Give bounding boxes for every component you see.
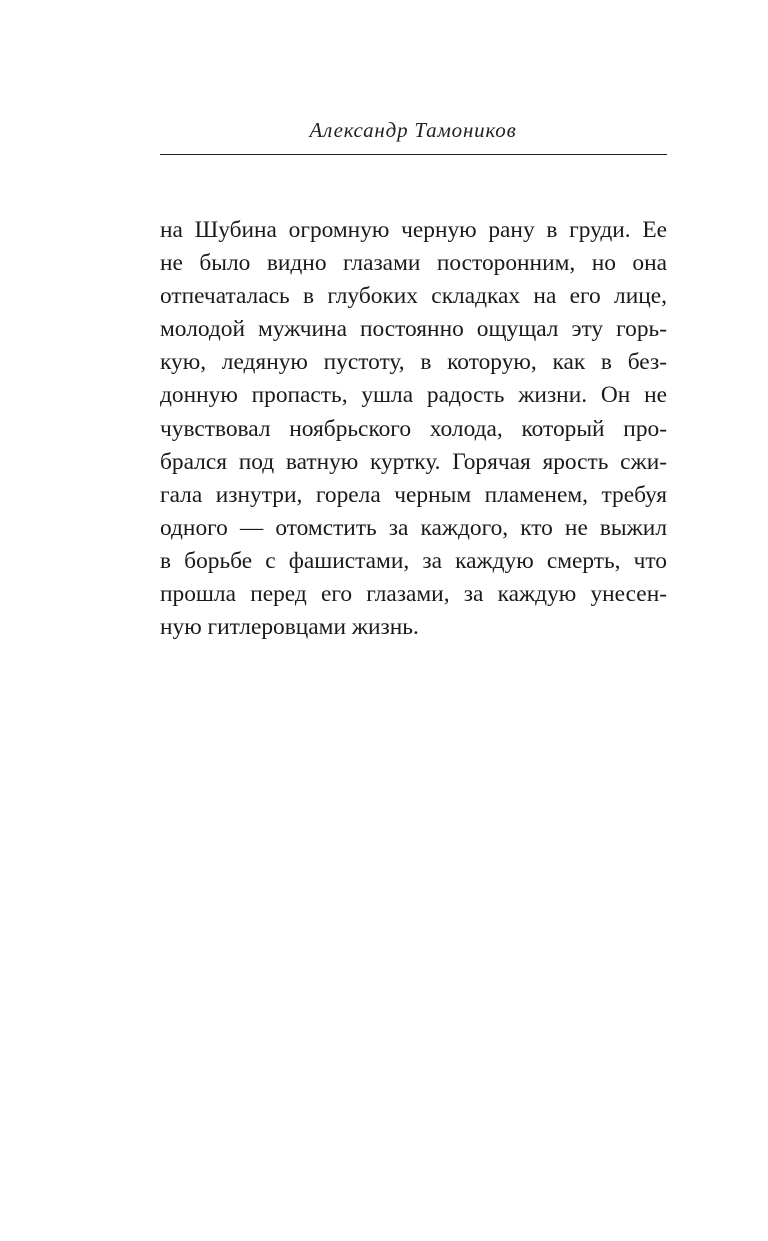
running-header-author: Александр Тамоников: [309, 118, 517, 142]
text-line: кую, ледяную пустоту, в которую, как в без-: [160, 349, 667, 376]
text-line: гала изнутри, горела черным пламенем, требуя: [160, 481, 667, 508]
text-line: донную пропасть, ушла радость жизни. Он не: [160, 382, 667, 409]
text-line: одного — отомстить за каждого, кто не выжил: [160, 514, 667, 541]
text-line-last: ную гитлеровцами жизнь.: [160, 614, 419, 641]
header-rule: [160, 154, 667, 155]
text-line: не было видно глазами посторонним, но она: [160, 250, 667, 277]
text-line: брался под ватную куртку. Горячая ярость сжи-: [160, 448, 667, 475]
body-paragraph: [160, 214, 667, 644]
text-line: чувствовал ноябрьского холода, который про-: [160, 415, 667, 442]
text-line: молодой мужчина постоянно ощущал эту горь-: [160, 316, 667, 343]
text-line: отпечаталась в глубоких складках на его лице,: [160, 283, 667, 310]
text-line: в борьбе с фашистами, за каждую смерть, что: [160, 547, 667, 574]
text-line: прошла перед его глазами, за каждую унесен-: [160, 581, 667, 608]
text-line: на Шубина огромную черную рану в груди. Ее: [160, 217, 667, 243]
